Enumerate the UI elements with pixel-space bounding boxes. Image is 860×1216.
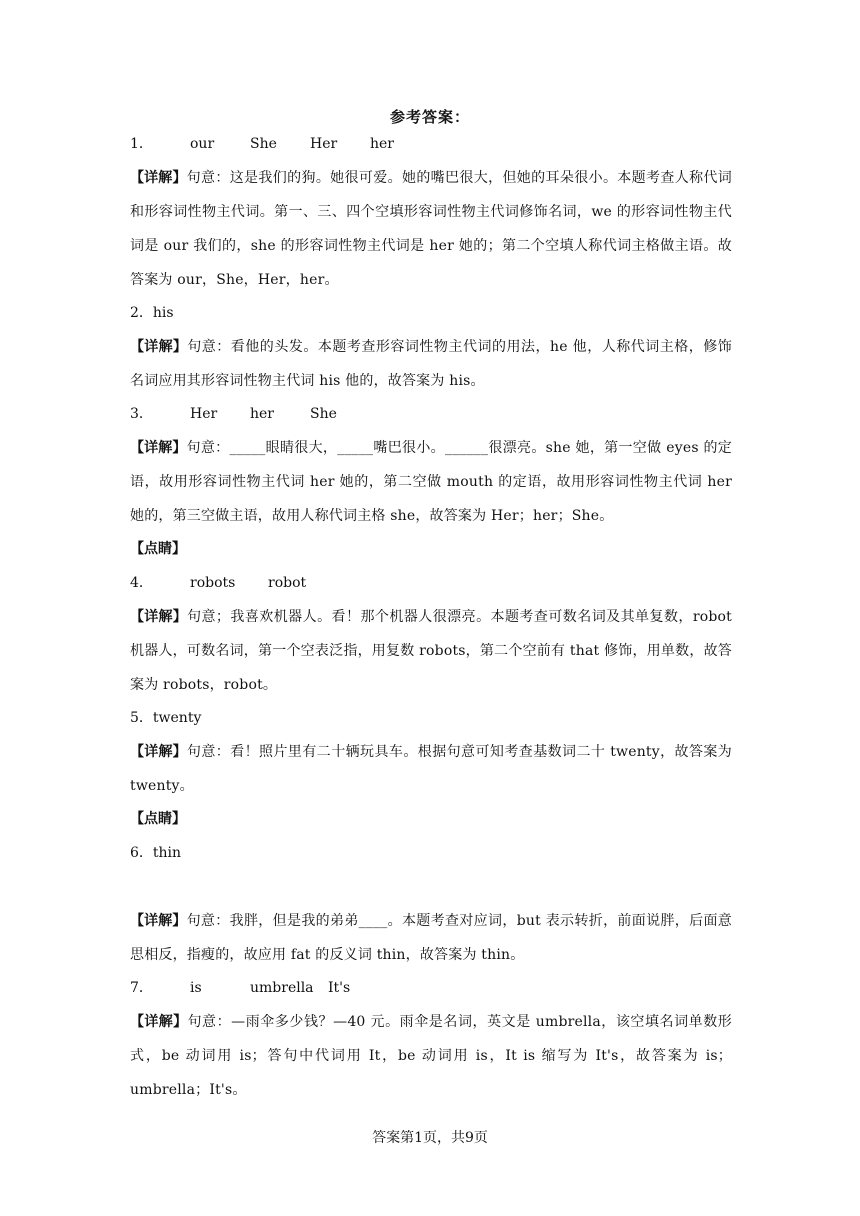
answer: our (190, 136, 215, 152)
detail-tag: 【详解】 (130, 609, 188, 625)
answer-line-6 (130, 842, 181, 864)
answer: It's (328, 980, 351, 996)
answer: She (250, 136, 277, 152)
answer: her (370, 136, 394, 152)
detail-paragraph-7 (130, 1005, 732, 1107)
detail-tag: 【详解】 (130, 913, 187, 929)
answer: umbrella (250, 980, 314, 996)
detail-text: 句意：看！照片里有二十辆玩具车。根据句意可知考查基数词二十 twenty，故答案为 twenty。 (130, 744, 732, 794)
detail-tag: 【详解】 (130, 1014, 188, 1030)
detail-tag: 【详解】 (130, 170, 187, 186)
item-number: 2．his (130, 305, 174, 321)
page-footer: 答案第1页，共9页 (372, 1130, 488, 1146)
detail-tag: 【详解】 (130, 339, 188, 355)
answer: She (310, 406, 337, 422)
detail-tag: 【详解】 (130, 440, 187, 456)
detail-text: 句意：我胖，但是我的弟弟____。本题考查对应词，but 表示转折，前面说胖，后面意思相反，指瘦的，故应用 fat 的反义词 thin，故答案为 thin。 (130, 913, 733, 963)
detail-text: 句意：看他的头发。本题考查形容词性物主代词的用法，he 他，人称代词主格，修饰名词应用其形容词性物主代词 his 他的，故答案为 his。 (130, 339, 732, 389)
detail-tag: 【详解】 (130, 744, 187, 760)
detail-text: 句意；我喜欢机器人。看！那个机器人很漂亮。本题考查可数名词及其单复数，robot 机器人，可数名词，第一个空表泛指，用复数 robots，第二个空前有 that 修饰，用单数，故答案为 robots，robot。 (130, 609, 732, 693)
answer: Her (310, 136, 338, 152)
detail-paragraph-4 (130, 600, 732, 702)
answer: is (190, 980, 202, 996)
item-number: 1． (130, 136, 153, 152)
detail-text: 句意：—雨伞多少钱？—40 元。雨伞是名词，英文是 umbrella，该空填名词单数形式，be 动词用 is；答句中代词用 It，be 动词用 is，It is 缩写为 It's，故答案为 is；umbrella；It's。 (130, 1014, 732, 1098)
answer-line-3 (130, 403, 370, 425)
item-number: 3． (130, 406, 153, 422)
point-tag-5: 【点睛】 (130, 811, 186, 827)
answer-line-5 (130, 707, 201, 729)
answer: robot (268, 575, 307, 591)
point-tag-3: 【点睛】 (130, 541, 186, 557)
page-title: 参考答案： (389, 108, 470, 126)
answer-line-2 (130, 302, 174, 324)
item-number: 5．twenty (130, 710, 202, 726)
detail-paragraph-6 (130, 904, 732, 972)
answer: her (250, 406, 274, 422)
detail-paragraph-5 (130, 735, 732, 803)
detail-paragraph-1 (130, 161, 732, 297)
answer-line-1 (130, 133, 430, 155)
answer: Her (190, 406, 218, 422)
answer-line-7 (130, 977, 388, 999)
item-number: 6．thin (130, 845, 182, 861)
detail-text: 句意：这是我们的狗。她很可爱。她的嘴巴很大，但她的耳朵很小。本题考查人称代词和形容词性物主代词。第一、三、四个空填形容词性物主代词修饰名词，we 的形容词性物主代词是 our 我们的，she 的形容词性物主代词是 her 她的；第二个空填人称代词主格做主语。故答案为 our，She，Her，her。 (130, 170, 732, 288)
detail-paragraph-2 (130, 330, 732, 398)
answer: robots (190, 575, 236, 591)
item-number: 4． (130, 575, 153, 591)
item-number: 7． (130, 980, 153, 996)
detail-paragraph-3 (130, 431, 732, 533)
detail-text: 句意：_____眼睛很大，_____嘴巴很小。______很漂亮。she 她，第一空做 eyes 的定语，故用形容词性物主代词 her 她的，第二空做 mouth 的定语，故用形容词性物主代词 her 她的，第三空做主语，故用人称代词主格 she，故答案为 Her；her；She。 (130, 440, 733, 524)
answer-line-4 (130, 572, 328, 594)
